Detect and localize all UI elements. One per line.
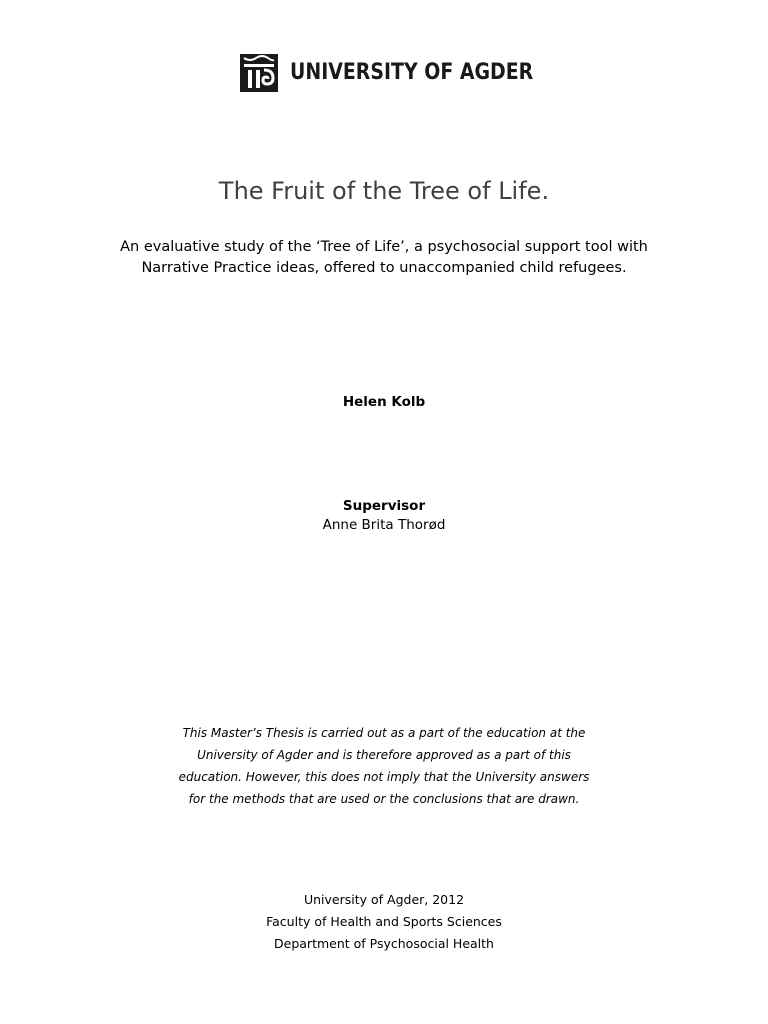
- disclaimer-line: education. However, this does not imply that the University answers: [178, 770, 590, 784]
- footer-line: Faculty of Health and Sports Sciences: [266, 914, 502, 929]
- university-logo: [240, 54, 573, 92]
- disclaimer-line: for the methods that are used or the conclusions that are drawn.: [188, 792, 580, 806]
- thesis-disclaimer: [120, 722, 648, 810]
- university-name: UNIVERSITY OF AGDER: [290, 60, 534, 85]
- disclaimer-line: University of Agder and is therefore approved as a part of this: [197, 748, 571, 762]
- thesis-title: The Fruit of the Tree of Life.: [218, 177, 550, 205]
- footer-line: Department of Psychosocial Health: [274, 936, 494, 951]
- institution-footer: [60, 889, 708, 955]
- author-name: Helen Kolb: [342, 394, 426, 410]
- subtitle-line: Narrative Practice ideas, offered to unaccompanied child refugees.: [141, 260, 627, 276]
- university-emblem-icon: [240, 54, 278, 92]
- subtitle-line: An evaluative study of the ‘Tree of Life’, a psychosocial support tool with: [120, 239, 648, 255]
- supervisor-name: Anne Brita Thorød: [322, 517, 446, 533]
- supervisor-label: Supervisor: [342, 498, 426, 514]
- thesis-subtitle: [60, 237, 708, 279]
- disclaimer-line: This Master’s Thesis is carried out as a part of the education at the: [182, 726, 586, 740]
- footer-line: University of Agder, 2012: [303, 892, 465, 907]
